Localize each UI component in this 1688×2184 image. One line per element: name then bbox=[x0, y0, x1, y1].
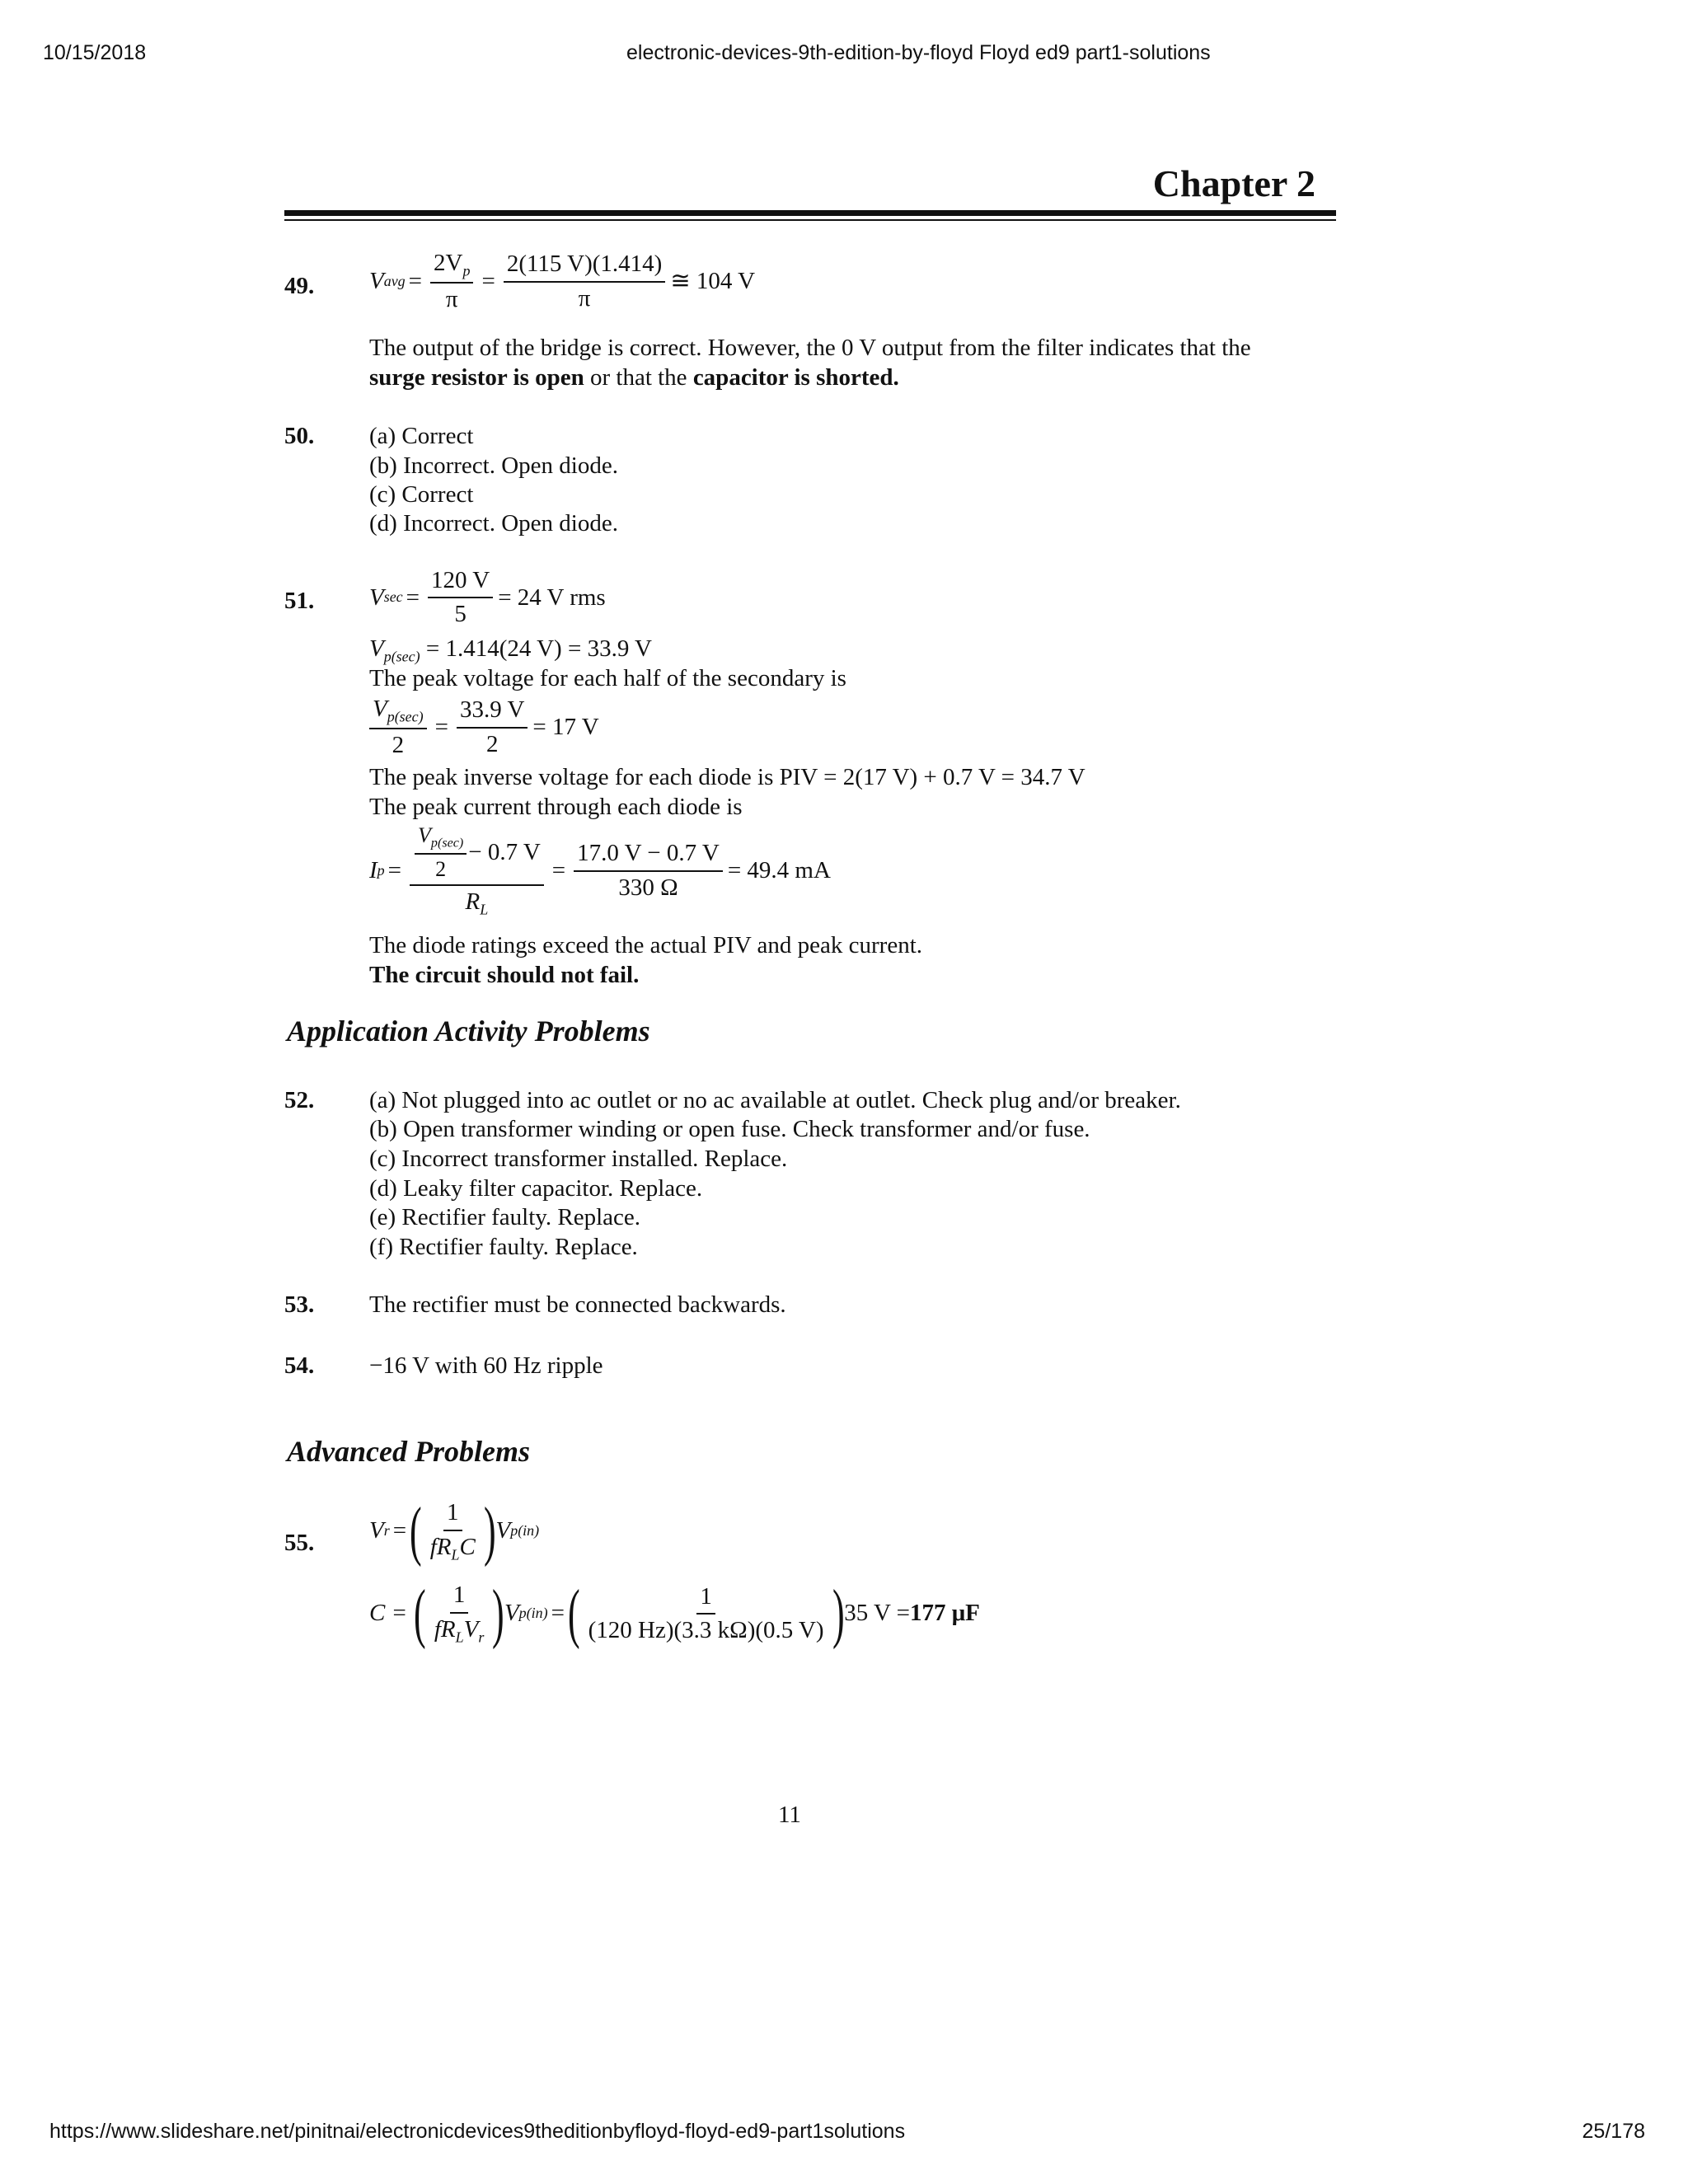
fraction bbox=[369, 695, 427, 761]
problem-49-text-1: The output of the bridge is correct. However, the 0 V output from the filter indicates that the bbox=[369, 335, 1251, 361]
frac-den: π bbox=[578, 284, 591, 312]
frac-den-tail: C bbox=[459, 1533, 476, 1560]
problem-53-number: 53. bbox=[284, 1291, 315, 1318]
problem-52-item: (b) Open transformer winding or open fuse. Check transformer and/or fuse. bbox=[369, 1116, 1090, 1142]
eq-sub: p(sec) bbox=[383, 648, 420, 665]
problem-51-eq-1: V sec = $\frac{120 V}{5}$ = 24 V rms bbox=[369, 566, 606, 630]
eq-sub: r bbox=[383, 1522, 390, 1540]
inner-fraction bbox=[415, 823, 467, 883]
eq-result: = 24 V rms bbox=[498, 583, 606, 611]
print-page-count: 25/178 bbox=[1582, 2120, 1645, 2143]
problem-51-text-6: The peak current through each diode is bbox=[369, 794, 743, 820]
problem-50-item: (c) Correct bbox=[369, 481, 474, 508]
print-url: https://www.slideshare.net/pinitnai/electronicdevices9theditionbyfloyd-floyd-ed9-part1solutions bbox=[49, 2120, 906, 2143]
frac-num: V bbox=[373, 696, 387, 722]
fraction bbox=[428, 566, 493, 630]
problem-54-number: 54. bbox=[284, 1352, 315, 1379]
frac-den: 2 bbox=[392, 732, 405, 759]
frac-den-sub: L bbox=[451, 1545, 460, 1563]
frac-num-sub: p bbox=[462, 262, 471, 279]
problem-52-number: 52. bbox=[284, 1087, 315, 1113]
frac-num-sub: p(sec) bbox=[430, 836, 464, 851]
fraction bbox=[457, 696, 528, 759]
eq-var: V bbox=[369, 268, 384, 295]
eq-sub: p(in) bbox=[518, 1605, 548, 1622]
frac-den: 330 Ω bbox=[618, 874, 678, 901]
document-page-number: 11 bbox=[778, 1802, 801, 1828]
frac-den: fR bbox=[429, 1533, 452, 1560]
frac-den: 2 bbox=[485, 730, 499, 757]
fraction bbox=[430, 249, 473, 315]
bold-text: surge resistor is open bbox=[369, 364, 584, 391]
left-paren: ( bbox=[410, 1495, 422, 1568]
eq-lhs: C = bbox=[369, 1600, 408, 1627]
problem-51-eq-2 bbox=[369, 635, 652, 666]
fraction bbox=[574, 839, 723, 902]
problem-49-number: 49. bbox=[284, 273, 315, 299]
frac-num: 33.9 V bbox=[457, 696, 528, 728]
frac-num: 1 bbox=[443, 1498, 462, 1530]
eq-var: V bbox=[495, 1517, 511, 1544]
frac-den-tail: V bbox=[463, 1615, 479, 1643]
frac-den: (120 Hz)(3.3 kΩ)(0.5 V) bbox=[588, 1617, 824, 1643]
problem-51-text-8: The diode ratings exceed the actual PIV and peak current. bbox=[369, 932, 923, 958]
problem-51-eq-4: $\frac{V_{p(sec)}}{2}$ = $\frac{33.9 V}{2}$ = 17 V bbox=[369, 695, 599, 761]
eq-result-bold: 177 μF bbox=[909, 1600, 980, 1627]
problem-52-item: (d) Leaky filter capacitor. Replace. bbox=[369, 1175, 703, 1202]
eq-result: ≅ 104 V bbox=[670, 268, 756, 295]
section-heading-application: Application Activity Problems bbox=[287, 1015, 650, 1047]
eq-var: V bbox=[504, 1600, 519, 1627]
left-paren: ( bbox=[414, 1577, 426, 1650]
eq-var: V bbox=[369, 635, 384, 662]
text: or that the bbox=[584, 364, 693, 391]
right-paren: ) bbox=[483, 1495, 496, 1568]
problem-51-text-9: The circuit should not fail. bbox=[369, 962, 640, 988]
inner-tail: − 0.7 V bbox=[468, 838, 541, 865]
fraction bbox=[431, 1581, 488, 1647]
eq-sub: avg bbox=[383, 272, 406, 289]
frac-den: fR bbox=[434, 1615, 456, 1643]
problem-51-number: 51. bbox=[284, 588, 315, 614]
right-paren: ) bbox=[832, 1577, 845, 1650]
fraction bbox=[585, 1582, 828, 1646]
frac-num: 120 V bbox=[428, 566, 493, 598]
fraction bbox=[427, 1498, 479, 1564]
eq-result: = 49.4 mA bbox=[727, 856, 831, 883]
bold-text: capacitor is shorted. bbox=[692, 364, 899, 391]
problem-50-number: 50. bbox=[284, 423, 315, 449]
frac-den-sub: L bbox=[455, 1628, 464, 1645]
eq-result: = 17 V bbox=[532, 714, 599, 741]
problem-50-item: (d) Incorrect. Open diode. bbox=[369, 510, 618, 537]
frac-den: R bbox=[465, 888, 481, 916]
problem-55-number: 55. bbox=[284, 1530, 315, 1556]
frac-den-sub: L bbox=[480, 901, 489, 918]
problem-51-text-3: The peak voltage for each half of the secondary is bbox=[369, 665, 846, 691]
frac-num: 2(115 V)(1.414) bbox=[504, 250, 665, 282]
problem-54-text: −16 V with 60 Hz ripple bbox=[369, 1352, 603, 1379]
eq-rest: = 1.414(24 V) = 33.9 V bbox=[420, 635, 652, 662]
eq-sub: p bbox=[377, 861, 385, 879]
fraction bbox=[504, 250, 665, 313]
eq-var: V bbox=[369, 583, 384, 611]
eq-sub: p(in) bbox=[510, 1522, 540, 1540]
chapter-rule-thick bbox=[284, 210, 1336, 216]
problem-51-eq-7: I p = $\frac{V_{p(sec)}}{2}$ − 0.7 V $R_L$ = $\frac{17.0 V - 0.7 V}{330 \Omega}$ = 49.4 mA bbox=[369, 823, 831, 918]
frac-num-sub: p(sec) bbox=[387, 708, 424, 725]
section-heading-advanced: Advanced Problems bbox=[287, 1435, 530, 1468]
fraction bbox=[410, 823, 544, 919]
frac-num: V bbox=[418, 823, 431, 847]
frac-num: 17.0 V − 0.7 V bbox=[574, 839, 723, 871]
frac-num: 2V bbox=[434, 250, 463, 276]
problem-52-item: (a) Not plugged into ac outlet or no ac available at outlet. Check plug and/or breaker. bbox=[369, 1087, 1181, 1113]
eq-result: 35 V = bbox=[844, 1600, 910, 1627]
print-page-title: electronic-devices-9th-edition-by-floyd Floyd ed9 part1-solutions bbox=[626, 41, 1211, 64]
problem-55-eq-2: C = ( $\frac{1}{fR_LV_r}$ ) V p(in) = ( $\frac{1}{(120 Hz)(3.3 k\Omega)(0.5 V)}$ ) 35 V = 177 μF bbox=[369, 1577, 980, 1650]
problem-49-text-2 bbox=[369, 363, 899, 392]
problem-49-equation: V avg = $\frac{2V_p}{\pi}$ = $\frac{2(115 V)(1.414)}{\pi}$ ≅ 104 V bbox=[369, 249, 755, 315]
frac-num: 1 bbox=[696, 1582, 715, 1615]
frac-num: 1 bbox=[450, 1581, 469, 1613]
right-paren: ) bbox=[492, 1577, 504, 1650]
problem-52-item: (e) Rectifier faulty. Replace. bbox=[369, 1204, 641, 1230]
frac-den: π bbox=[445, 286, 458, 313]
problem-50-item: (b) Incorrect. Open diode. bbox=[369, 452, 618, 479]
problem-52-item: (c) Incorrect transformer installed. Replace. bbox=[369, 1146, 788, 1172]
problem-55-eq-1: V r = ( $\frac{1}{fR_LC}$ ) V p(in) bbox=[369, 1495, 540, 1568]
print-date: 10/15/2018 bbox=[43, 41, 147, 64]
left-paren: ( bbox=[567, 1577, 580, 1650]
frac-den: 5 bbox=[454, 601, 467, 628]
eq-sub: sec bbox=[383, 588, 403, 606]
problem-51-text-5: The peak inverse voltage for each diode is PIV = 2(17 V) + 0.7 V = 34.7 V bbox=[369, 764, 1085, 790]
problem-50-item: (a) Correct bbox=[369, 423, 474, 449]
chapter-rule-thin bbox=[284, 219, 1336, 221]
problem-52-item: (f) Rectifier faulty. Replace. bbox=[369, 1234, 638, 1260]
eq-var: V bbox=[369, 1517, 384, 1544]
chapter-heading: Chapter 2 bbox=[1152, 162, 1315, 204]
eq-var: I bbox=[369, 856, 377, 883]
problem-53-text: The rectifier must be connected backwards. bbox=[369, 1291, 786, 1318]
frac-den: 2 bbox=[435, 857, 447, 882]
frac-den-tail-sub: r bbox=[478, 1628, 485, 1645]
